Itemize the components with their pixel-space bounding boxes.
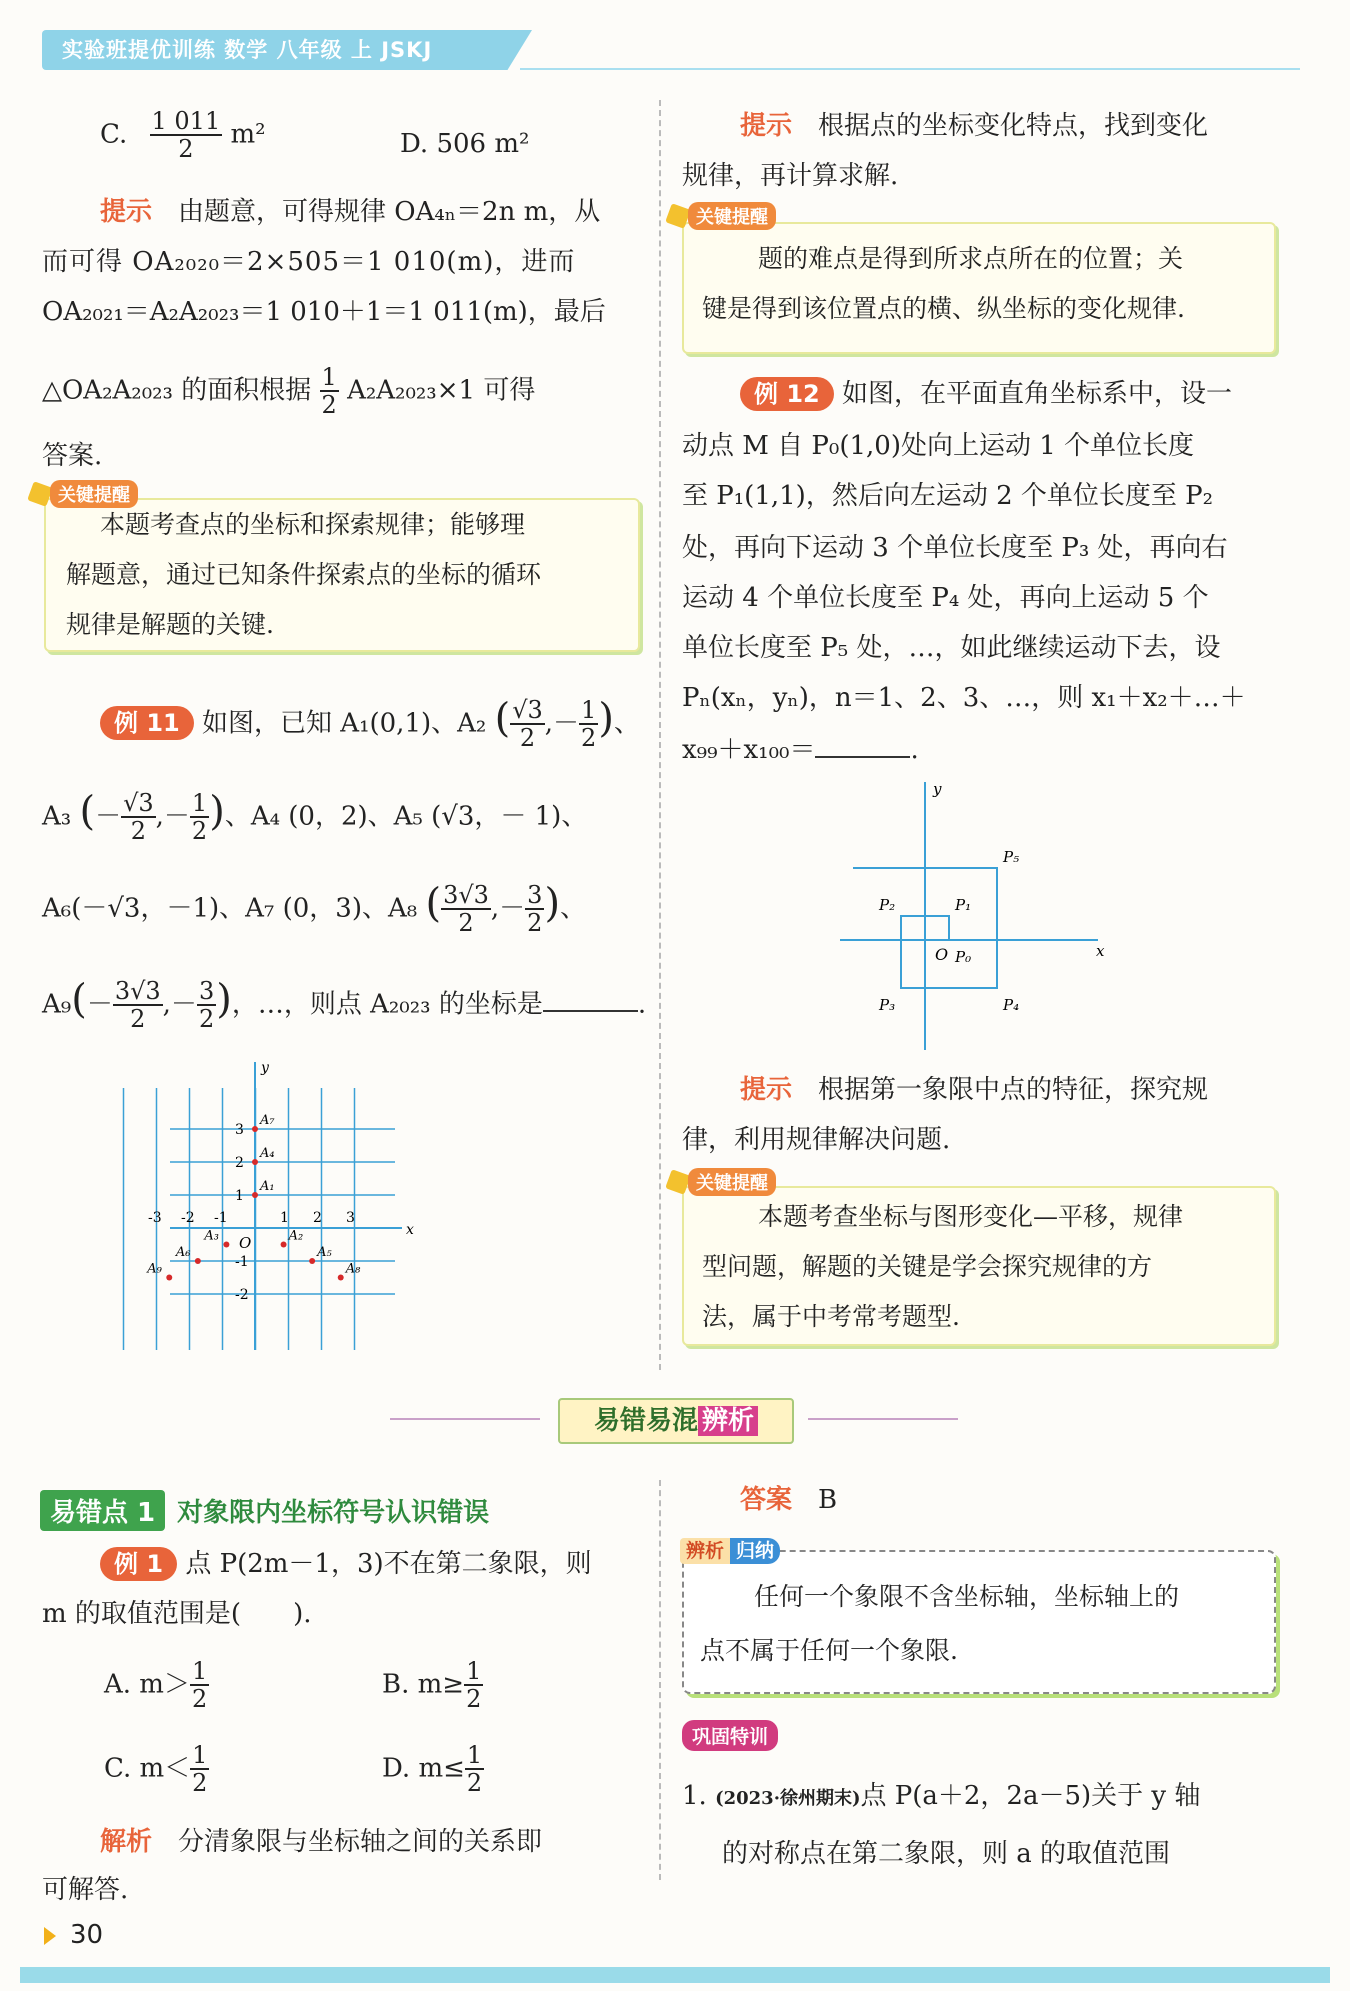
right-key-line-1: 题的难点是得到所求点所在的位置；关 [758, 244, 1184, 273]
hint-line-3: OA₂₀₂₁＝A₂A₂₀₂₃＝1 010＋1＝1 011(m)，最后 [42, 297, 606, 327]
point-A₂ [281, 1242, 287, 1248]
x-tick-label: -3 [148, 1210, 162, 1226]
point-label-P₄: P₄ [1003, 996, 1020, 1014]
point-A₇ [252, 1126, 258, 1132]
practice-q1-line-1: 1. (2023·徐州期末)点 P(a＋2，2a－5)关于 y 轴 [682, 1781, 1201, 1811]
point-label: A₇ [260, 1113, 275, 1128]
point-A₆ [195, 1258, 201, 1264]
hint-line-4: △OA₂A₂₀₂₃ 的面积根据 $\frac{1}{2}$ A₂A₂₀₂₃×1 可得 [42, 363, 536, 420]
y-tick-label: 3 [235, 1122, 244, 1138]
point-label-P₃: P₃ [879, 996, 896, 1014]
example-12-line-8: x₉₉＋x₁₀₀＝ . [682, 730, 919, 770]
x-tick-label: -2 [181, 1210, 195, 1226]
example-12-badge: 例 12 [740, 377, 834, 411]
y-tick-label: -2 [235, 1287, 249, 1303]
example-12-line-6: 单位长度至 P₅ 处，…，如此继续运动下去，设 [682, 633, 1221, 663]
example-11-line-3: A₆(－√3，－1)、A₇ (0，3)、A₈ ( $\frac{3√3}{2}$ ,－ $\frac{3}{2}$ )、 [42, 880, 587, 938]
error-question-line-1: 例 1 点 P(2m－1，3)不在第二象限，则 [100, 1544, 592, 1584]
option-a[interactable]: A. m＞ $\frac{1}{2}$ [104, 1657, 208, 1714]
example-11-badge: 例 11 [100, 706, 194, 740]
y-axis-label: y [261, 1060, 269, 1076]
hint-line-2: 而可得 OA₂₀₂₀＝2×505＝1 010(m)，进而 [42, 247, 576, 277]
x-axis-label: x [1096, 942, 1105, 960]
key-line-1: 本题考查点的坐标和探索规律；能够理 [100, 510, 526, 539]
error-question-line-2: m 的取值范围是( ). [42, 1599, 312, 1629]
right-hint-line-2: 规律，再计算求解. [682, 161, 899, 191]
summary-tag: 辨析 归纳 [680, 1536, 780, 1563]
page-number: 30 [70, 1920, 104, 1950]
right-hint-line-1: 提示 根据点的坐标变化特点，找到变化 [740, 111, 1209, 141]
page-footer [0, 1951, 1350, 1991]
hint-line-1: 提示 由题意，可得规律 OA₄ₙ＝2n m，从 [100, 197, 601, 227]
right-hint2-line-1: 提示 根据第一象限中点的特征，探究规 [740, 1075, 1209, 1105]
example-11-line-1: 例 11 如图，已知 A₁(0,1)、A₂ ( $\frac{√3}{2}$ ,－ $\frac{1}{2}$ )、 [100, 697, 640, 752]
y-tick-label: 2 [235, 1155, 244, 1171]
point-label-P₅: P₅ [1003, 848, 1020, 866]
example-11-line-4: A₉(－ $\frac{3√3}{2}$ ,－ $\frac{3}{2}$ )，…，则点 A₂₀₂₃ 的坐标是 . [42, 976, 647, 1034]
point-A₉ [166, 1275, 172, 1281]
figure-11-grid [147, 1060, 510, 1350]
practice-q1-line-2: 的对称点在第二象限，则 a 的取值范围 [722, 1839, 1171, 1869]
summary-line-1: 任何一个象限不含坐标轴，坐标轴上的 [754, 1582, 1180, 1611]
error-point-badge: 易错点 1 [40, 1490, 165, 1531]
example-11-line-2: A₃ (－ $\frac{√3}{2}$ ,－ $\frac{1}{2}$ )、A₄ (0，2)、A₅ (√3，－ 1)、 [42, 788, 588, 846]
summary-box [682, 1550, 1276, 1694]
option-d-2[interactable]: D. m≤ $\frac{1}{2}$ [382, 1741, 483, 1798]
right-key2-line-3: 法，属于中考常考题型. [702, 1302, 960, 1331]
right-key2-line-1: 本题考查坐标与图形变化—平移，规律 [758, 1202, 1184, 1231]
right-key2-tag: 关键提醒 [688, 1168, 776, 1196]
option-c-2[interactable]: C. m＜ $\frac{1}{2}$ [104, 1741, 208, 1798]
option-b[interactable]: B. m≥ $\frac{1}{2}$ [382, 1657, 482, 1714]
figure-12-path [830, 780, 1110, 1060]
y-axis-label: y [933, 780, 942, 798]
example-12-line-4: 处，再向下运动 3 个单位长度至 P₃ 处，再向右 [682, 533, 1228, 563]
point-label: A₁ [260, 1179, 275, 1194]
header-line [520, 68, 1300, 70]
header-title: 实验班提优训练 数学 八年级 上 JSKJ [62, 38, 433, 62]
footer-band [20, 1967, 1330, 1983]
practice-tag: 巩固特训 [682, 1720, 778, 1751]
analysis-line-2: 可解答. [42, 1875, 129, 1905]
x-axis-label: x [406, 1222, 414, 1238]
key-line-2: 解题意，通过已知条件探索点的坐标的循环 [66, 560, 542, 589]
point-label: A₉ [147, 1261, 162, 1277]
column-divider [659, 100, 661, 1370]
analysis-line-1: 解析 分清象限与坐标轴之间的关系即 [100, 1827, 543, 1857]
hint-line-5: 答案. [42, 441, 103, 471]
origin-label: O [935, 945, 949, 964]
origin-label: O [239, 1234, 252, 1252]
point-label: A₈ [345, 1261, 361, 1277]
right-key2-line-2: 型问题，解题的关键是学会探究规律的方 [702, 1252, 1153, 1281]
right-hint2-line-2: 律，利用规律解决问题. [682, 1125, 951, 1155]
point-A₄ [252, 1159, 258, 1165]
example-12-line-7: Pₙ(xₙ，yₙ)，n＝1、2、3、…，则 x₁＋x₂＋…＋ [682, 683, 1246, 713]
point-label-P₁: P₁ [955, 896, 972, 914]
option-c: C. $\frac{1 011}{2}$ m² [100, 107, 266, 164]
y-tick-label: -1 [235, 1254, 249, 1270]
point-A₁ [252, 1192, 258, 1198]
x-tick-label: 2 [313, 1210, 322, 1226]
point-A₃ [223, 1242, 229, 1248]
page-header [0, 0, 1350, 75]
section-line-right [808, 1418, 958, 1420]
column-divider-lower [659, 1480, 661, 1880]
error-point-header: 易错点 1 对象限内坐标符号认识错误 [40, 1490, 489, 1531]
x-tick-label: 1 [280, 1210, 289, 1226]
page-marker-icon [44, 1927, 56, 1945]
x-tick-label: -1 [214, 1210, 228, 1226]
point-label-P₀: P₀ [955, 948, 972, 966]
point-label: A₂ [288, 1228, 304, 1244]
point-label: A₆ [175, 1245, 191, 1260]
key-line-3: 规律是解题的关键. [66, 610, 274, 639]
summary-line-2: 点不属于任何一个象限. [700, 1636, 958, 1665]
example-12-line-3: 至 P₁(1,1)，然后向左运动 2 个单位长度至 P₂ [682, 481, 1214, 511]
option-d: D. 506 m² [400, 129, 530, 159]
section-line-left [390, 1418, 540, 1420]
example-12-line-1: 例 12 如图，在平面直角坐标系中，设一 [740, 374, 1232, 414]
point-A₅ [309, 1258, 315, 1264]
point-A₈ [338, 1275, 344, 1281]
section-title: 易错易混 辨析 [558, 1398, 794, 1444]
point-label: A₅ [317, 1245, 332, 1260]
point-label: A₃ [204, 1228, 220, 1244]
example-12-line-2: 动点 M 自 P₀(1,0)处向上运动 1 个单位长度 [682, 431, 1195, 461]
key-reminder-tag: 关键提醒 [50, 480, 138, 508]
right-key-line-2: 键是得到该位置点的横、纵坐标的变化规律. [702, 294, 1185, 323]
example-12-line-5: 运动 4 个单位长度至 P₄ 处，再向上运动 5 个 [682, 583, 1209, 613]
x-tick-label: 3 [346, 1210, 355, 1226]
y-tick-label: 1 [235, 1188, 244, 1204]
point-label: A₄ [260, 1146, 275, 1161]
answer-blank[interactable] [815, 732, 910, 758]
point-label-P₂: P₂ [879, 896, 896, 914]
right-key-tag: 关键提醒 [688, 202, 776, 230]
answer-blank[interactable] [543, 986, 638, 1012]
answer-line: 答案 B [740, 1485, 838, 1515]
example-1-badge: 例 1 [100, 1547, 177, 1581]
